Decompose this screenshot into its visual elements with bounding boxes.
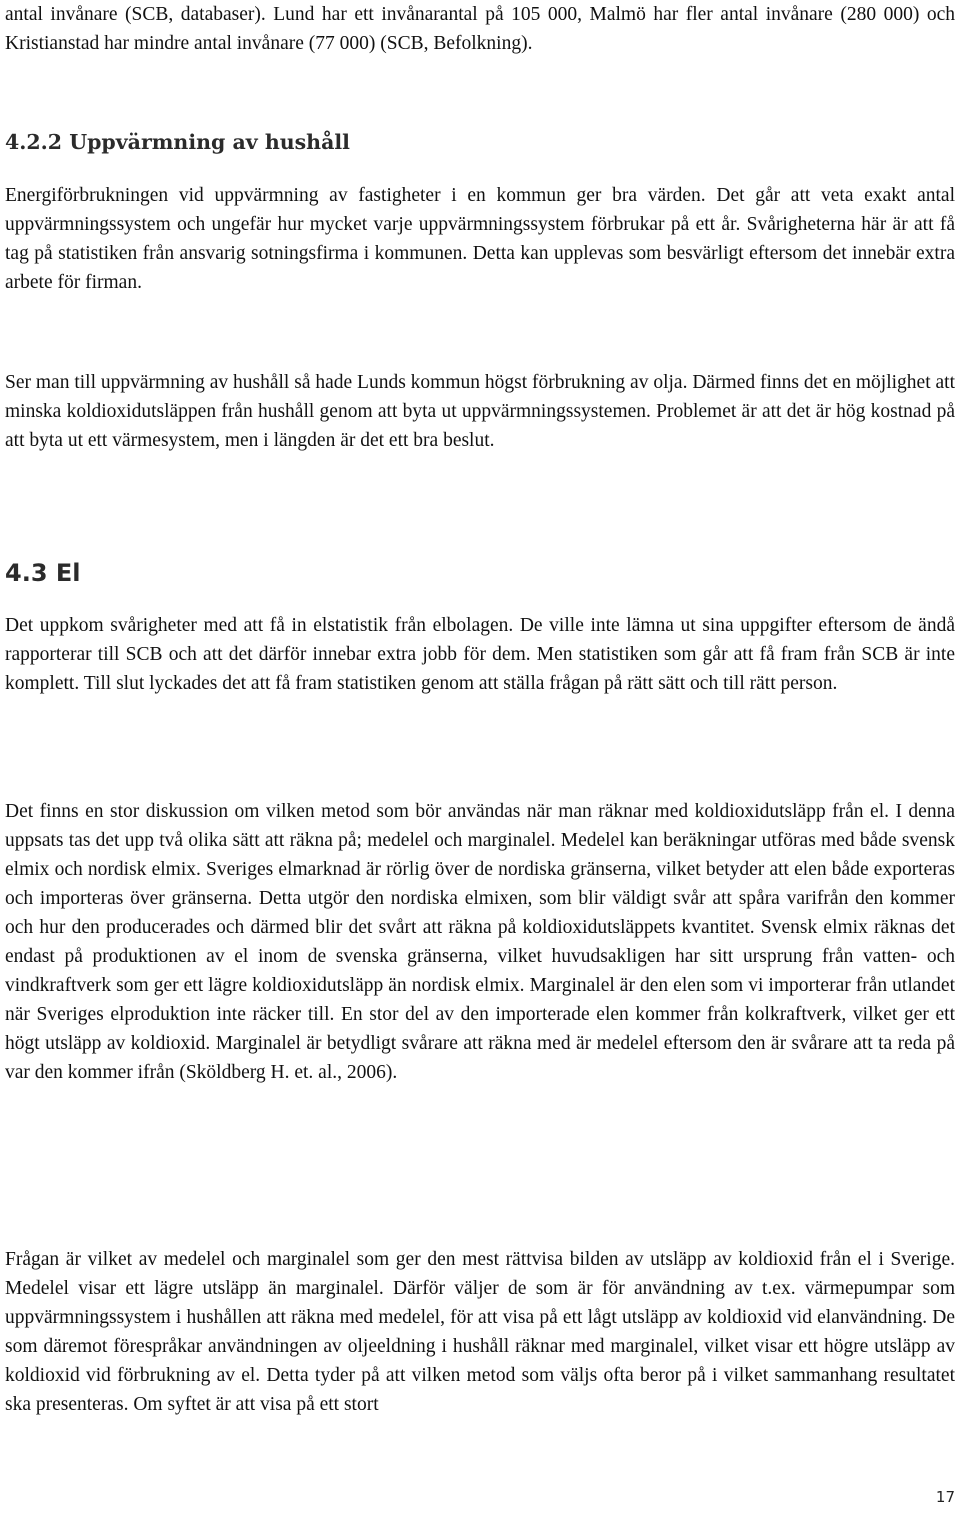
section-heading-4-2-2: 4.2.2 Uppvärmning av hushåll: [5, 130, 350, 154]
page-number: 17: [935, 1488, 955, 1506]
paragraph-el-3: Frågan är vilket av medelel och marginalel som ger den mest rättvisa bilden av utsläpp av koldioxid från el i Sverige. Medelel visar ett lägre utsläpp än marginalel. Därför väljer de som är för användning av t.ex. värmepumpar som uppvärmningssystem i hushållen att räkna med medelel, för att visa på ett lågt utsläpp av koldioxid vid elanvändning. De som däremot förespråkar användningen av oljeeldning i hushåll räknar med marginalel, vilket visar ett högre utsläpp av koldioxid vid förbrukning av el. Detta tyder på att vilken metod som väljs ofta beror på i vilket sammanhang resultatet ska presenteras. Om syftet är att visa på ett stort: [5, 1249, 955, 1415]
paragraph-el-1: Det uppkom svårigheter med att få in elstatistik från elbolagen. De ville inte lämna ut sina uppgifter eftersom de ändå rapporterar till SCB och att det därför innebar extra jobb för dem. Men statistiken som går att få fram från SCB är inte komplett. Till slut lyckades det att få fram statistiken genom att ställa frågan på rätt sätt och till rätt person.: [5, 615, 955, 694]
section-heading-4-3: 4.3 El: [5, 559, 81, 587]
paragraph-el-2: Det finns en stor diskussion om vilken metod som bör användas när man räknar med koldioxidutsläpp från el. I denna uppsats tas det upp två olika sätt att räkna på; medelel och marginalel. Medelel kan beräkningar utföras med både svensk elmix och nordisk elmix. Sveriges elmarknad är rörlig över de nordiska gränserna, vilket betyder att elen både exporteras och importeras över gränserna. Detta utgör den nordiska elmixen, som blir väldigt svår att spåra varifrån den kommer och hur den producerades och därmed blir det svårt att räkna på koldioxidutsläppets kvantitet. Svensk elmix räknas det endast på produktionen av el inom de svenska gränserna, vilket huvudsakligen har sitt ursprung från vatten- och vindkraftverk som ger ett lägre koldioxidutsläpp än nordisk elmix. Marginalel är den elen som vi importerar från utlandet när Sveriges elproduktion inte räcker till. En stor del av den importerade elen kommer från kolkraftverk, vilket ger ett högt utsläpp av koldioxid. Marginalel är betydligt svårare att räkna med är medelel eftersom den är svårare att ta reda på var den kommer ifrån (Sköldberg H. et. al., 2006).: [5, 801, 955, 1083]
paragraph-intro: antal invånare (SCB, databaser). Lund har ett invånarantal på 105 000, Malmö har fler antal invånare (280 000) och Kristianstad har mindre antal invånare (77 000) (SCB, Befolkning).: [5, 4, 955, 54]
paragraph-heating-2: Ser man till uppvärmning av hushåll så hade Lunds kommun högst förbrukning av olja. Därmed finns det en möjlighet att minska koldioxidutsläppen från hushåll genom att byta ut uppvärmningssystemen. Problemet är att det är hög kostnad på att byta ut ett värmesystem, men i längden är det ett bra beslut.: [5, 372, 955, 451]
paragraph-heating-1: Energiförbrukningen vid uppvärmning av fastigheter i en kommun ger bra värden. Det går att veta exakt antal uppvärmningssystem och ungefär hur mycket varje uppvärmningssystem förbrukar på ett år. Svårigheterna här är att få tag på statistiken från ansvarig sotningsfirma i kommunen. Detta kan upplevas som besvärligt eftersom det innebär extra arbete för firman.: [5, 185, 955, 293]
